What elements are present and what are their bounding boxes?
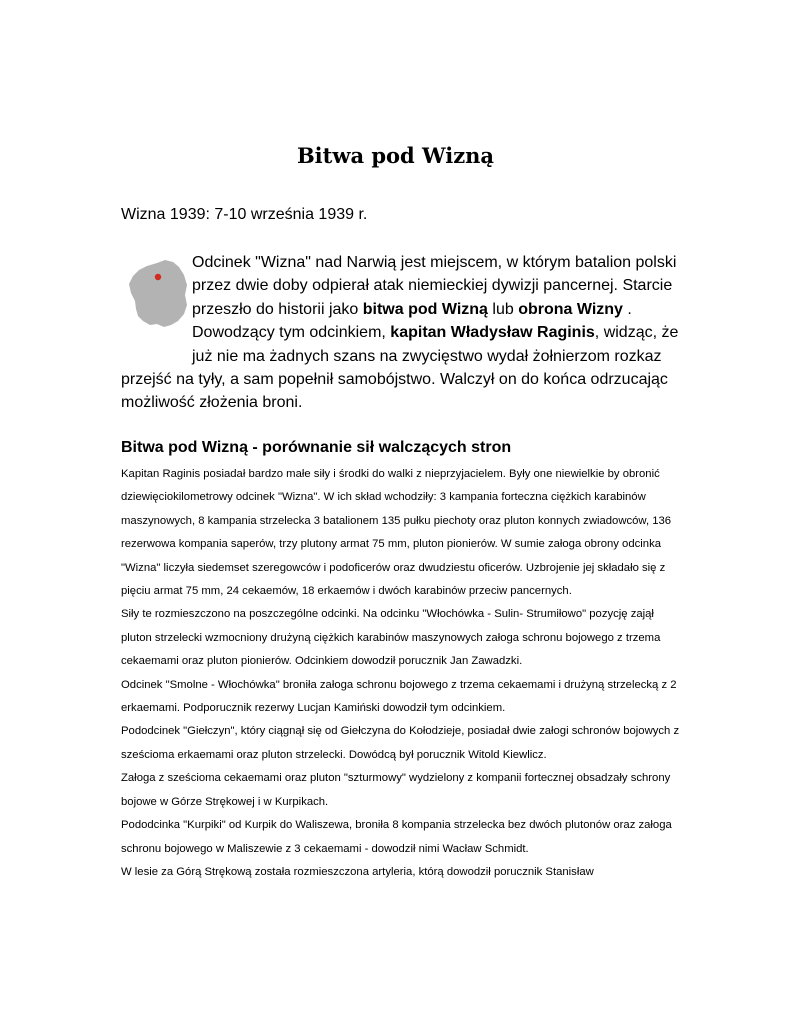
section-title: Bitwa pod Wizną - porównanie sił walczących stron <box>121 439 512 456</box>
paragraph: Kapitan Raginis posiadał bardzo małe siły i środki do walki z nieprzyjacielem. Były one niewielkie by obronić dziewięciokilometrowy odcinek "Wizna". W ich skład wchodziły: 3 kampania forteczna ciężkich karabinów maszynowych, 8 kampania strzelecka 3 batalionem 135 pułku piechoty oraz pluton konnych zwiadowców, 136 rezerwowa kompania saperów, trzy plutony armat 75 mm, pluton pionierów. W sumie załoga obrony odcinka "Wizna" liczyła siedemset szeregowców i podoficerów oraz dwudziestu oficerów. Uzbrojenie jej składało się z pięciu armat 75 mm, 24 cekaemów, 18 erkaemów i dwóch karabinów przeciw pancernych. <box>121 468 672 598</box>
paragraph: Pododcinek "Giełczyn", który ciągnął się od Giełczyna do Kołodzieje, posiadał dwie załogi schronów bojowych z sześcioma erkaemami oraz pluton strzelecki. Dowódcą był porucznik Witold Kiewlicz. <box>121 725 680 761</box>
intro-text: Odcinek "Wizna" nad Narwią jest miejscem, w którym batalion polski przez dwie doby odpierał atak niemieckiej dywizji pancernej. Starcie przeszło do historii jako bitwa pod Wizną lub obrona Wizny . Dowodzący tym odcinkiem, kapitan Władysław Raginis, widząc, że już nie ma żadnych szans na zwycięstwo wydał żołnierzom rozkaz przejść na tyły, a sam popełnił samobójstwo. Walczył on do końca odrzucając możliwość złożenia broni. <box>121 254 679 412</box>
paragraph: Siły te rozmieszczono na poszczególne odcinki. Na odcinku "Włochówka - Sulin- Strumiłowo" pozycję zajął pluton strzelecki wzmocniony drużyną ciężkich karabinów maszynowych załoga schronu bojowego z trzema cekaemami oraz pluton pionierów. Odcinkiem dowodził porucznik Jan Zawadzki. <box>121 608 661 668</box>
intro-bold-commander: kapitan Władysław Raginis <box>390 324 595 342</box>
intro-bold-defense: obrona Wizny <box>518 300 623 318</box>
page-title: Bitwa pod Wizną <box>296 143 495 168</box>
date-line: Wizna 1939: 7-10 września 1939 r. <box>121 206 368 223</box>
intro-bold-battle: bitwa pod Wizną <box>362 300 488 318</box>
paragraph: W lesie za Górą Strękową została rozmieszczona artyleria, którą dowodził porucznik Stanisław <box>121 865 594 878</box>
paragraph: Odcinek "Smolne - Włochówka" broniła załoga schronu bojowego z trzema cekaemami i drużyną strzelecką z 2 erkaemami. Podporucznik rezerwy Lucjan Kamiński dowodził tym odcinkiem. <box>121 678 677 715</box>
intro-paragraph <box>121 251 681 415</box>
poland-map-icon <box>121 253 191 345</box>
paragraph: Pododcinka "Kurpiki" od Kurpik do Waliszewa, broniła 8 kompania strzelecka bez dwóch plutonów oraz załoga schronu bojowego w Maliszewie z 3 cekaemami - dowodził nimi Wacław Schmidt. <box>121 819 672 855</box>
body-text <box>121 463 681 884</box>
paragraph: Załoga z sześcioma cekaemami oraz pluton "szturmowy" wydzielony z kompanii fortecznej obsadzały schrony bojowe w Górze Strękowej i w Kurpikach. <box>121 772 671 808</box>
